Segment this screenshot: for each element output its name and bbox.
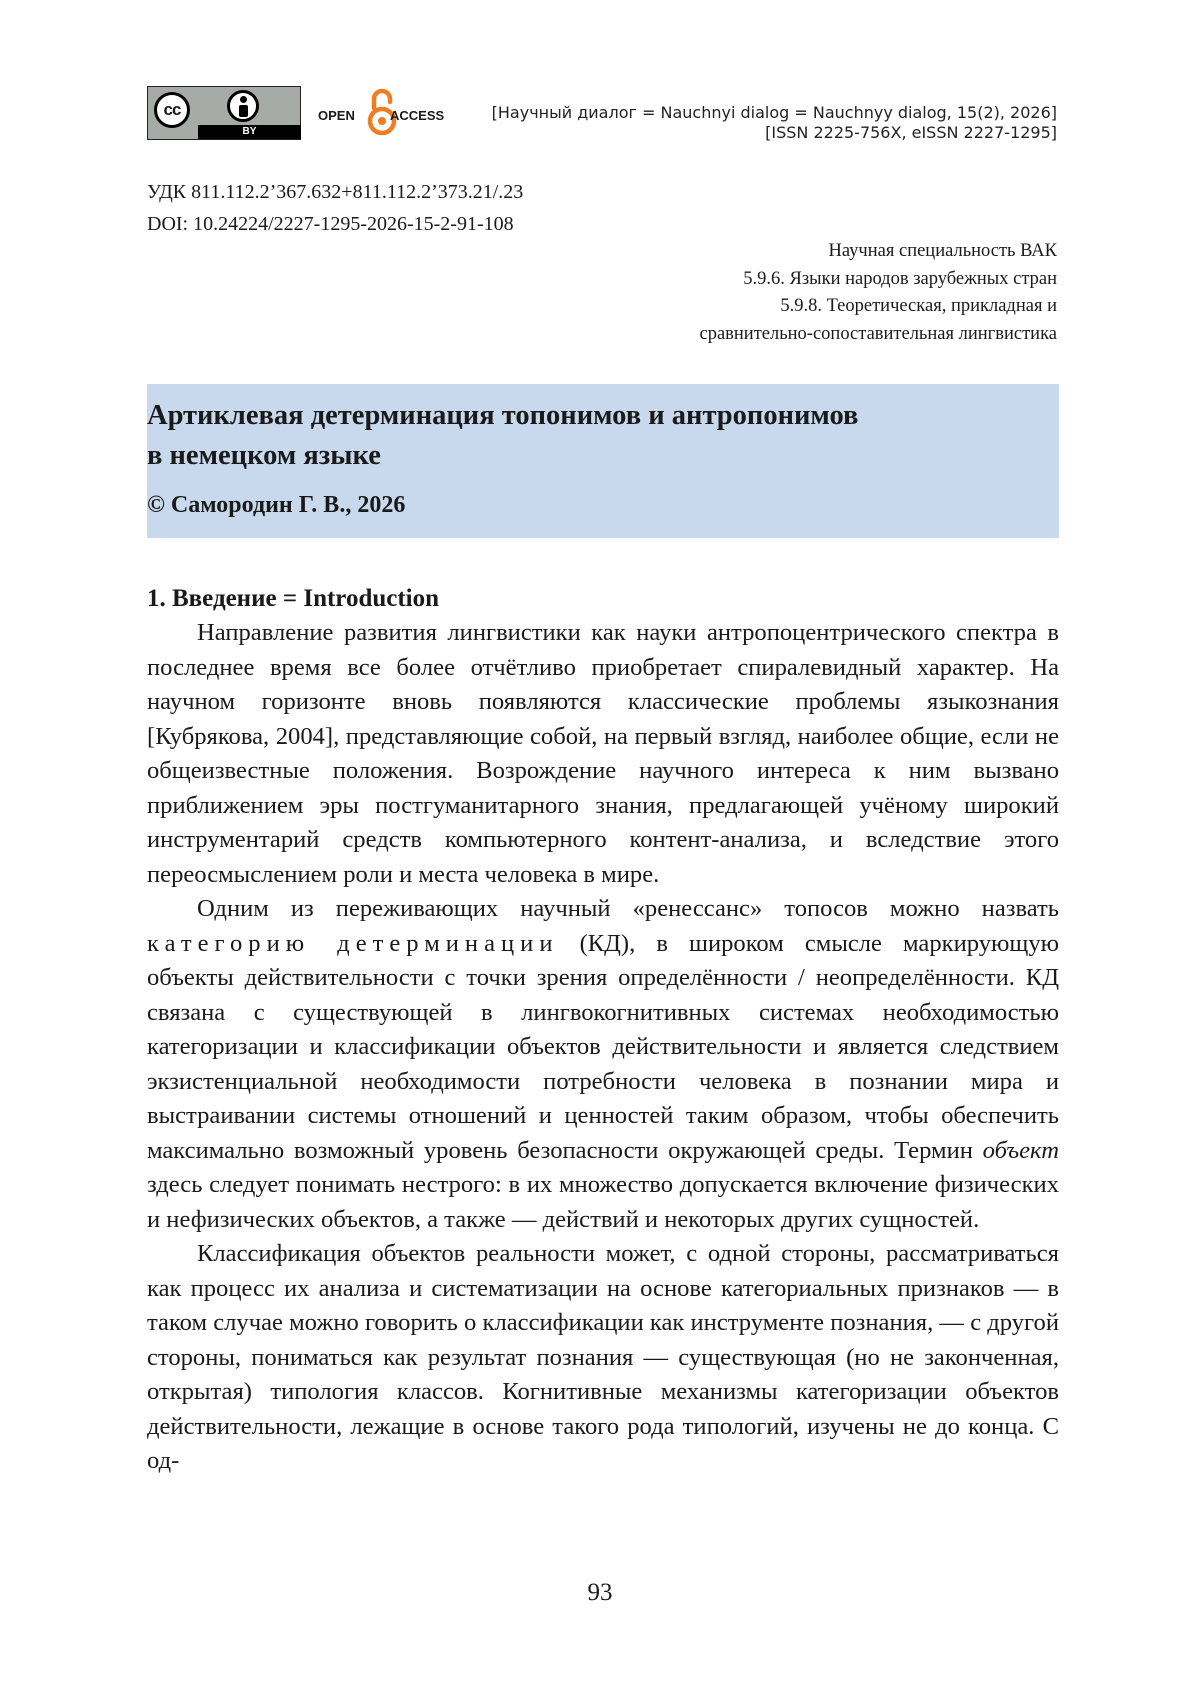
vak-specialty — [699, 238, 1057, 348]
journal-citation — [492, 103, 1057, 143]
journal-citation-line: [Научный диалог = Nauchnyi dialog = Nauchnyy dialog, 15(2), 2026] — [491, 103, 1057, 122]
udk-code: УДК 811.112.2’367.632+811.112.2’373.21/.23 — [147, 181, 524, 203]
article-title — [147, 396, 1047, 476]
spaced-term: категорию детерминации — [147, 929, 559, 957]
vak-specialty-item: сравнительно-сопоставительная лингвистика — [699, 323, 1057, 344]
article-title-line: Артиклевая детерминация топонимов и антропонимов — [147, 400, 859, 431]
paragraph: Классификация объектов реальности может, с одной стороны, рассматриваться как процесс их анализа и систематизации на основе категориальных признаков — в таком случае можно говорить о классификации как инструменте познания, — с другой стороны, пониматься как результат познания — существующая (но не законченная, открытая) типология классов. Когнитивные механизмы категоризации объектов действительности, лежащие в основе такого рода типологий, изучены не до конца. С од- — [147, 1240, 1059, 1474]
vak-heading: Научная специальность ВАК — [828, 241, 1057, 261]
open-access-access-text: ACCESS — [390, 108, 445, 123]
paragraph — [147, 892, 1059, 1237]
open-access-open-text: OPEN — [318, 108, 355, 123]
paragraph-text: Одним из переживающих научный «ренессанс» топосов можно назвать — [197, 895, 1059, 922]
author-copyright: © Самородин Г. В., 2026 — [147, 492, 406, 518]
paragraph-text: здесь следует понимать нестрого: в их множество допускается включение физических и нефизических объектов, а также — действий и некоторых других сущностей. — [147, 1171, 1059, 1233]
body-text — [147, 616, 1059, 1479]
italic-term: объект — [982, 1136, 1059, 1164]
paragraph: Направление развития лингвистики как науки антропоцентрического спектра в последнее время все более отчётливо приобретает спиралевидный характер. На научном горизонте вновь появляются классические проблемы языкознания [Кубрякова, 2004], представляющие собой, на первый взгляд, наиболее общие, если не общеизвестные положения. Возрождение научного интереса к ним вызвано приближением эры постгуманитарного знания, предлагающей учёному широкий инструментарий средств компьютерного контент-анализа, и вследствие этого переосмыслением роли и места человека в мире. — [147, 619, 1059, 888]
vak-specialty-item: 5.9.8. Теоретическая, прикладная и — [780, 296, 1057, 316]
title-block — [147, 384, 1059, 538]
paragraph-text: (КД), в широком смысле маркирующую объекты действительности с точки зрения определённости / неопределённости. КД связана с существующей в лингвокогнитивных системах необходимостью категоризации и классификации объектов действительности и является следствием экзистенциальной необходимости потребности человека в познании мира и выстраивании системы отношений и ценностей таким образом, чтобы обеспечить максимально возможный уровень безопасности окружающей среды. Термин — [147, 929, 1059, 1164]
section-heading: 1. Введение = Introduction — [147, 585, 440, 612]
person-icon — [227, 90, 259, 122]
open-access-logo — [318, 86, 460, 136]
page-number: 93 — [587, 1579, 613, 1606]
cc-by-license-badge[interactable] — [147, 86, 301, 140]
by-label: BY — [198, 125, 301, 139]
doi[interactable]: DOI: 10.24224/2227-1295-2026-15-2-91-108 — [147, 213, 514, 235]
article-title-line: в немецком языке — [147, 440, 381, 471]
article-identifiers — [147, 176, 523, 240]
cc-icon: cc — [154, 92, 190, 128]
journal-issn-line: [ISSN 2225-756X, eISSN 2227-1295] — [765, 123, 1057, 142]
vak-specialty-item: 5.9.6. Языки народов зарубежных стран — [743, 268, 1057, 289]
